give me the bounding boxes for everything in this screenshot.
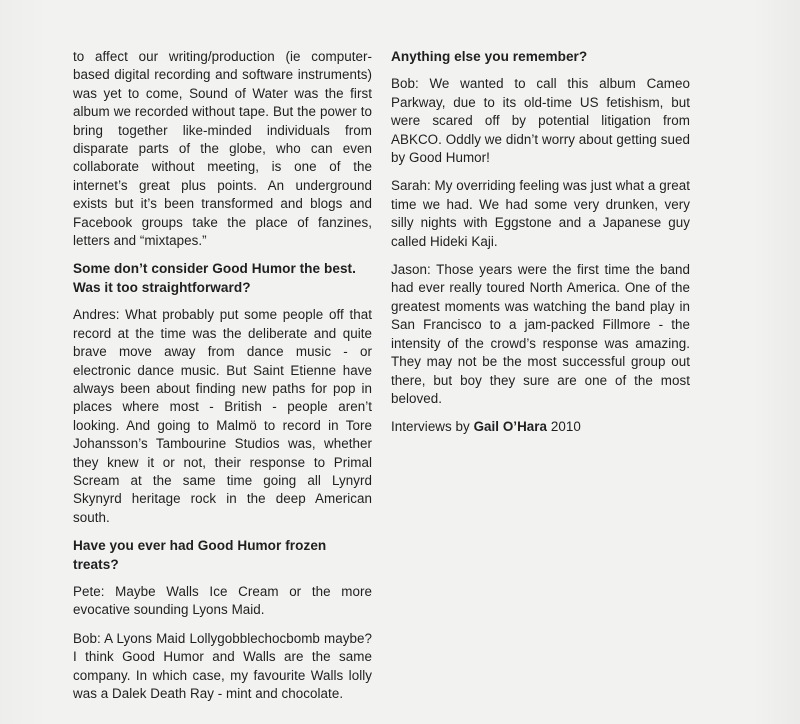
left-column <box>73 48 372 713</box>
answer-sarah: Sarah: My overriding feeling was just what a great time we had. We had some very drunken, very silly nights with Eggstone and a Japanese guy called Hideki Kaji. <box>391 178 690 249</box>
answer-jason: Jason: Those years were the first time the band had ever really toured North America. One of the greatest moments was watching the band play in San Francisco to a jam-packed Fillmore - the intensity of the crowd’s response was amazing. They may not be the most successful group out there, but boy they sure are one of the most beloved. <box>391 262 690 406</box>
right-column <box>391 48 690 447</box>
answer-pete: Pete: Maybe Walls Ice Cream or the more evocative sounding Lyons Maid. <box>73 583 372 618</box>
credit-name: Gail O’Hara <box>473 419 548 435</box>
credit-year: 2010 <box>547 419 581 435</box>
question-good-humor-best: Some don’t consider Good Humor the best. Was it too straightforward? <box>73 261 356 295</box>
answer-bob-cameo: Bob: We wanted to call this album Cameo Parkway, due to its old-time US fetishism, but were scared off by potential litigation from ABKCO. Oddly we didn’t worry about getting sued by Good Humor! <box>391 76 690 166</box>
question-frozen-treats: Have you ever had Good Humor frozen treats? <box>73 538 327 572</box>
credit-prefix: Interviews by <box>391 419 474 435</box>
answer-bob-lolly: Bob: A Lyons Maid Lollygobblechocbomb maybe? I think Good Humor and Walls are the same company. In which case, my favourite Walls lolly was a Dalek Death Ray - mint and chocolate. <box>73 630 372 701</box>
answer-andres: Andres: What probably put some people off that record at the time was the deliberate and quite brave move away from dance music - or electronic dance music. But Saint Etienne have always been about finding new paths for pop in places where most - British - people aren’t looking. And going to Malmö to record in Tore Johansson’s Tambourine Studios was, whether they knew it or not, their response to Primal Scream at the same time going all Lynyrd Skynyrd heritage rock in the deep American south. <box>73 307 372 525</box>
intro-paragraph: to affect our writing/production (ie computer-based digital recording and software instruments) was yet to come, Sound of Water was the first album we recorded without tape. But the power to bring together like-minded individuals from disparate parts of the globe, who can even collaborate without meeting, is one of the internet’s great plus points. An underground exists but it’s been transformed and blogs and Facebook groups take the place of fanzines, letters and “mixtapes.” <box>73 49 372 249</box>
question-anything-else: Anything else you remember? <box>391 49 588 64</box>
interview-credit <box>391 418 690 436</box>
